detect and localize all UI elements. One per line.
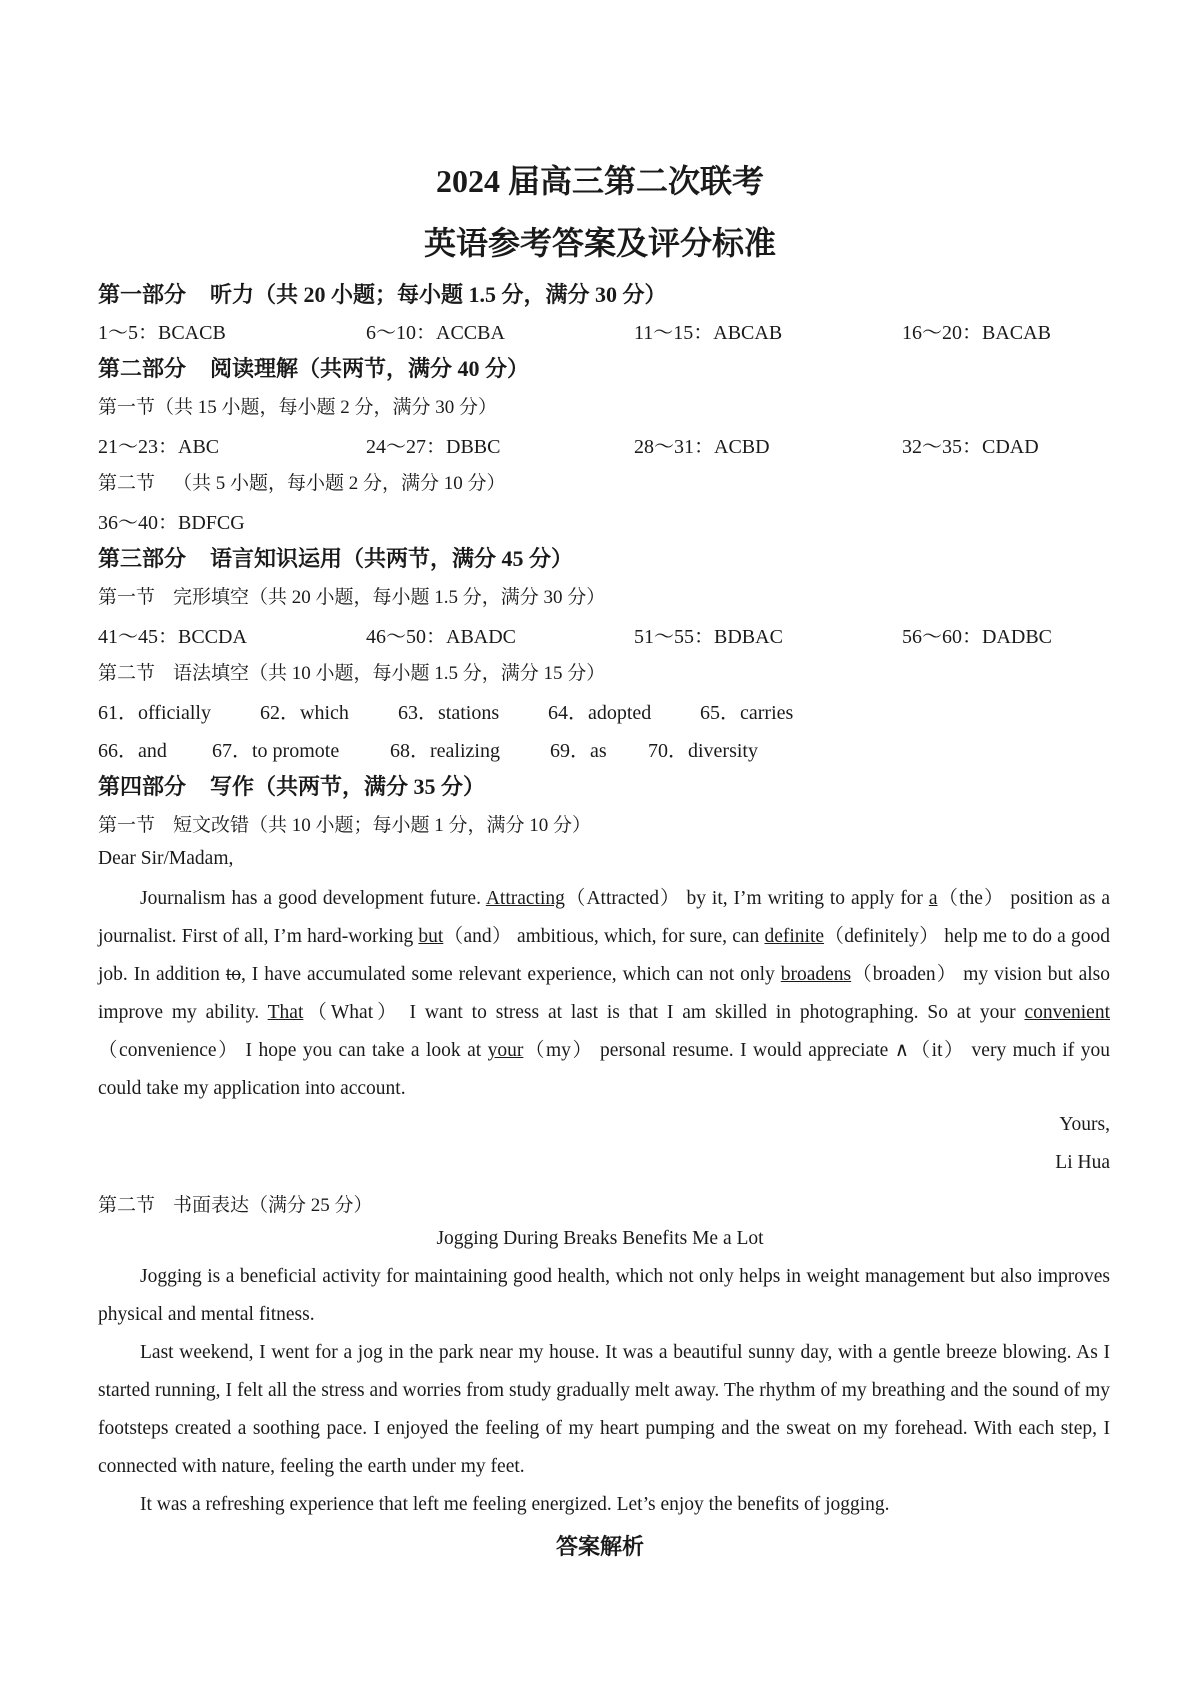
answer-group: 41～45：BCCDA xyxy=(98,626,247,648)
essay-paragraph: Last weekend, I went for a jog in the park near my house. It was a beautiful sunny day, with a gentle breeze blowing. As I started running, I felt all the stress and worries from study gradually melt away. The rhythm of my breathing and the sound of my footsteps created a soothing pace. I enjoyed the feeling of my heart pumping and the sweat on my forehead. With each step, I connected with nature, feeling the earth under my feet. xyxy=(98,1342,1110,1477)
part3-section2-heading: 第二节 语法填空（共 10 小题，每小题 1.5 分，满分 15 分） xyxy=(98,663,606,684)
answer-group: 51～55：BDBAC xyxy=(634,626,783,648)
grammar-answer: 63．stations xyxy=(398,702,500,724)
document-subtitle: 英语参考答案及评分标准 xyxy=(423,225,776,261)
answer-group: 1～5：BCACB xyxy=(98,322,226,344)
answer-group: 28～31：ACBD xyxy=(634,436,770,458)
part2-section2-heading: 第二节 （共 5 小题，每小题 2 分，满分 10 分） xyxy=(98,473,506,494)
part4-heading: 第四部分 写作（共两节，满分 35 分） xyxy=(98,774,486,799)
analysis-heading: 答案解析 xyxy=(555,1534,644,1559)
answer-group: 11～15：ABCAB xyxy=(634,322,783,344)
answer-group: 56～60：DADBC xyxy=(902,626,1053,648)
letter-closing: Yours, xyxy=(1059,1114,1110,1135)
error-word: Attracting xyxy=(485,888,565,909)
letter-signature: Li Hua xyxy=(1055,1152,1110,1173)
grammar-answer: 62．which xyxy=(260,702,349,724)
answer-group: 6～10：ACCBA xyxy=(366,322,505,344)
grammar-answer: 69．as xyxy=(550,740,607,762)
document-title: 2024 届高三第二次联考 xyxy=(435,163,764,199)
grammar-answer: 65．carries xyxy=(700,702,794,724)
answer-group: 46～50：ABADC xyxy=(366,626,517,648)
error-word: convenient xyxy=(1024,1002,1111,1023)
part1-heading: 第一部分 听力（共 20 小题；每小题 1.5 分，满分 30 分） xyxy=(98,282,667,307)
answer-group: 21～23：ABC xyxy=(98,436,220,458)
answer-group: 36～40：BDFCG xyxy=(98,512,245,534)
error-word: That xyxy=(267,1002,304,1023)
grammar-answer: 68．realizing xyxy=(390,740,500,762)
grammar-answer: 66．and xyxy=(98,740,167,762)
error-word: a xyxy=(928,888,938,909)
error-word: but xyxy=(418,926,444,947)
deleted-word: to xyxy=(225,964,241,985)
error-word: your xyxy=(487,1040,524,1061)
error-word: broadens xyxy=(780,964,852,985)
part4-section2-heading: 第二节 书面表达（满分 25 分） xyxy=(98,1195,373,1216)
essay-paragraph: Jogging is a beneficial activity for maintaining good health, which not only helps in weight management but also improves physical and mental fitness. xyxy=(98,1266,1110,1325)
essay-title: Jogging During Breaks Benefits Me a Lot xyxy=(436,1228,764,1249)
grammar-answer: 61．officially xyxy=(98,702,211,724)
essay-paragraph: It was a refreshing experience that left me feeling energized. Let’s enjoy the benefits of jogging. xyxy=(140,1494,890,1515)
grammar-answer: 67．to promote xyxy=(212,740,340,762)
letter-body: Journalism has a good development future. Attracting（Attracted） by it, I’m writing to apply for a（the） position as a journalist. First of all, I’m hard-working but（and） ambitious, which, for sure, can definite（definitely） help me to do a good job. In addition to, I have accumulated some relevant experience, which can not only broadens（broaden） my vision but also improve my ability. That（What） I want to stress at last is that I am skilled in photographing. So at your convenient（convenience） I hope you can take a look at your（my） personal resume. I would appreciate ∧（it） very much if you could take my application into account. xyxy=(98,888,1111,1099)
error-word: definite xyxy=(764,926,825,947)
part2-heading: 第二部分 阅读理解（共两节，满分 40 分） xyxy=(98,356,530,381)
part3-section1-heading: 第一节 完形填空（共 20 小题，每小题 1.5 分，满分 30 分） xyxy=(98,587,606,608)
answer-group: 16～20：BACAB xyxy=(902,322,1051,344)
part3-heading: 第三部分 语言知识运用（共两节，满分 45 分） xyxy=(98,546,574,571)
part4-section1-heading: 第一节 短文改错（共 10 小题；每小题 1 分，满分 10 分） xyxy=(98,815,592,836)
answer-group: 32～35：CDAD xyxy=(902,436,1039,458)
grammar-answer: 64．adopted xyxy=(548,702,652,724)
part2-section1-heading: 第一节（共 15 小题，每小题 2 分，满分 30 分） xyxy=(98,397,498,418)
grammar-answer: 70．diversity xyxy=(648,740,758,762)
letter-greeting: Dear Sir/Madam, xyxy=(98,848,234,869)
answer-group: 24～27：DBBC xyxy=(366,436,501,458)
